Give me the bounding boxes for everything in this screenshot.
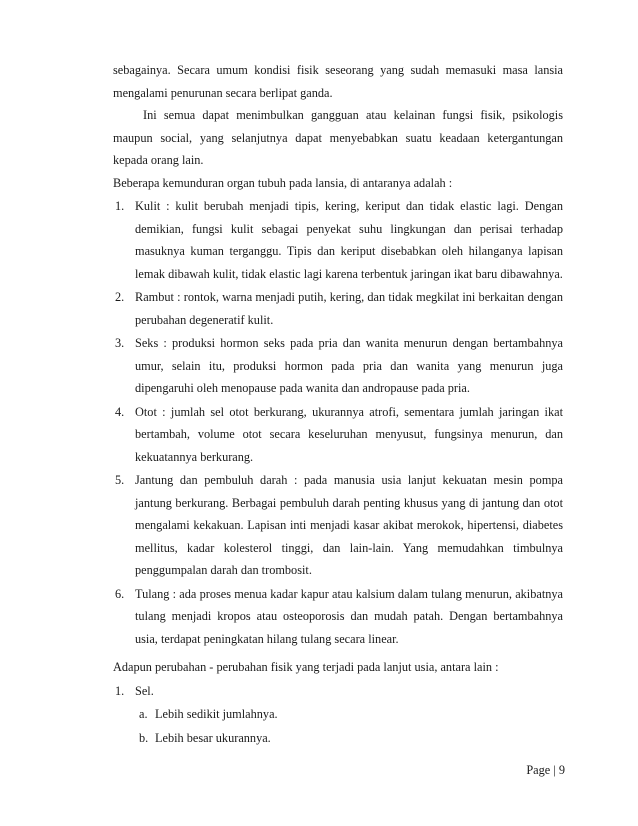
list-number: 3.: [115, 336, 125, 350]
list-number: 5.: [115, 473, 125, 487]
list-number: 4.: [115, 404, 125, 419]
list-item-text: Tulang : ada proses menua kadar kapur atau kalsium dalam tulang menurun, akibatnya tulang menjadi kropos atau osteoporosis dan mudah patah. Dengan bertambahnya usia, terdapat peningkatan hilang tulang secara linear.: [135, 586, 563, 646]
sub-list-item: [135, 727, 563, 750]
sub-list-letter: a.: [139, 707, 148, 721]
list-item: [113, 401, 563, 469]
list-item: [113, 469, 563, 582]
list-item-text: Sel.: [135, 683, 154, 698]
list-item: [113, 195, 563, 285]
sub-list-text: Lebih sedikit jumlahnya.: [155, 707, 278, 721]
list-item: [113, 583, 563, 651]
list-number: 1.: [115, 199, 125, 213]
paragraph-effects: Ini semua dapat menimbulkan gangguan atau kelainan fungsi fisik, psikologis maupun social, yang selanjutnya dapat menyebabkan suatu keadaan ketergantungan kepada orang lain.: [113, 108, 563, 167]
paragraph-list-intro: Beberapa kemunduran organ tubuh pada lansia, di antaranya adalah :: [113, 175, 453, 190]
list-number: 6.: [115, 586, 125, 601]
list-item: [113, 680, 563, 703]
physical-changes-list: [113, 680, 563, 703]
page-number-footer: Page | 9: [526, 763, 565, 777]
organ-decline-list: [113, 195, 563, 650]
list-item-text: Otot : jumlah sel otot berkurang, ukurannya atrofi, sementara jumlah jaringan ikat bertambah, volume otot secara keseluruhan menyusut, fungsinya menurun, dan kekuatannya berkurang.: [135, 404, 563, 464]
list-number: 2.: [115, 290, 125, 304]
paragraph-physical-changes: Adapun perubahan - perubahan fisik yang terjadi pada lanjut usia, antara lain :: [113, 660, 499, 674]
sub-list-text: Lebih besar ukurannya.: [155, 730, 271, 745]
list-item: [113, 286, 563, 331]
list-item-text: Seks : produksi hormon seks pada pria dan wanita menurun dengan bertambahnya umur, selain itu, produksi hormon pada pria dan wanita yang menurun juga dipengaruhi oleh menopause pada wanita dan andropause pada pria.: [135, 336, 563, 395]
sub-list-letter: b.: [139, 730, 149, 745]
list-item: [113, 332, 563, 400]
list-item-text: Rambut : rontok, warna menjadi putih, kering, dan tidak megkilat ini berkaitan dengan perubahan degeneratif kulit.: [135, 290, 563, 327]
list-item-text: Jantung dan pembuluh darah : pada manusia usia lanjut kekuatan mesin pompa jantung berkurang. Berbagai pembuluh darah penting khusus yang di jantung dan otot mengalami kekakuan. Lapisan inti menjadi kasar akibat merokok, hipertensi, diabetes mellitus, kadar kolesterol tinggi, dan lain-lain. Yang memudahkan timbulnya penggumpalan darah dan trombosit.: [135, 473, 563, 577]
sub-list-item: [135, 703, 563, 726]
list-number: 1.: [115, 683, 125, 698]
sub-list: [113, 703, 563, 749]
document-page: [113, 59, 563, 749]
list-item-text: Kulit : kulit berubah menjadi tipis, kering, keriput dan tidak elastic lagi. Dengan demikian, fungsi kulit sebagai penyekat suhu lingkungan dan perisai terhadap masuknya kuman terganggu. Tipis dan keriput disebabkan oleh hilanganya lapisan lemak dibawah kulit, tidak elastic lagi karena terbentuk jaringan ikat baru dibawahnya.: [135, 199, 563, 281]
paragraph-intro: sebagainya. Secara umum kondisi fisik seseorang yang sudah memasuki masa lansia mengalami penurunan secara berlipat ganda.: [113, 63, 563, 100]
